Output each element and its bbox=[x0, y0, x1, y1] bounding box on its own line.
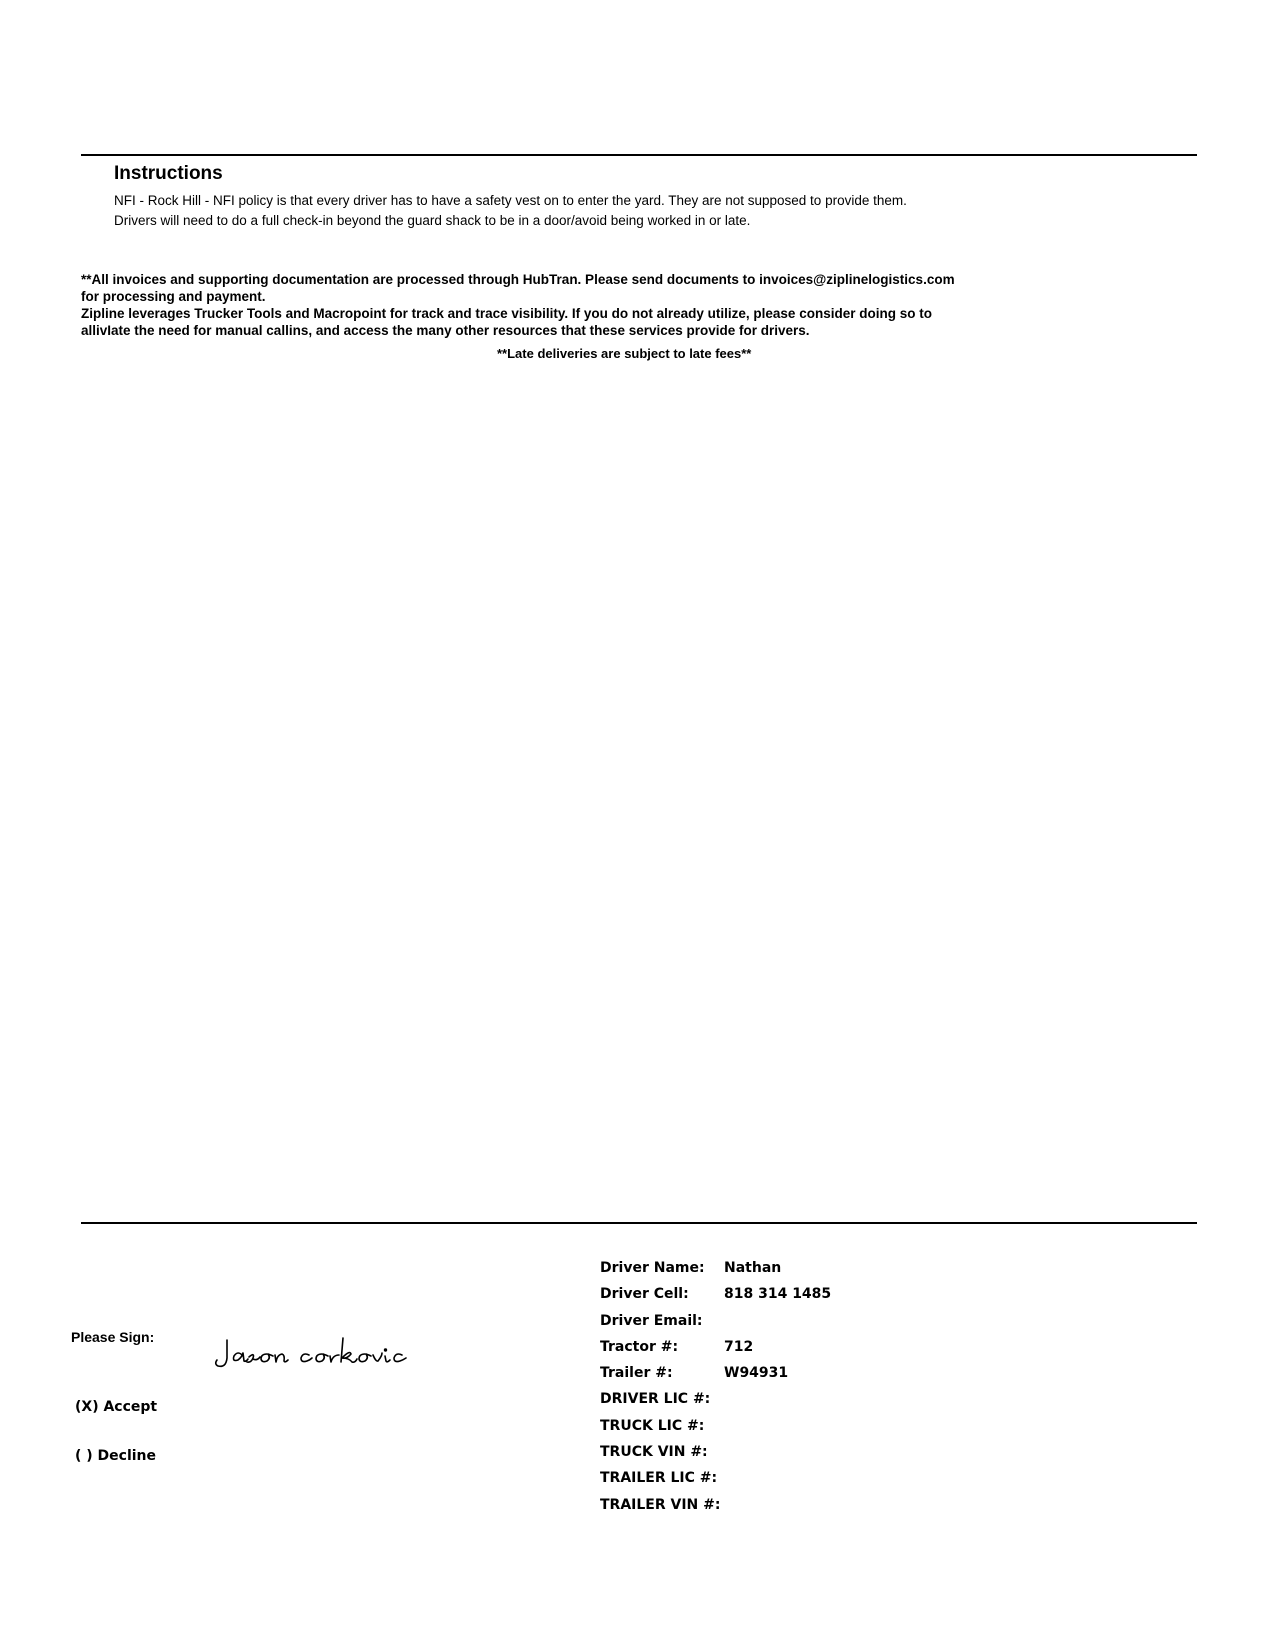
tractor-number-label: Tractor #: bbox=[600, 1338, 679, 1355]
please-sign-label: Please Sign: bbox=[71, 1329, 155, 1345]
trailer-number-value: W94931 bbox=[724, 1365, 789, 1382]
instruction-line-check-in: Drivers will need to do a full check-in beyond the guard shack to be in a door/avoid being worked in or late. bbox=[114, 213, 751, 228]
top-divider bbox=[81, 154, 1197, 156]
instruction-line-safety-vest: NFI - Rock Hill - NFI policy is that every driver has to have a safety vest on to enter the yard. They are not supposed to provide them. bbox=[114, 193, 907, 208]
truck-license-label: TRUCK LIC #: bbox=[600, 1417, 705, 1434]
accept-option[interactable]: (X) Accept bbox=[75, 1399, 158, 1415]
decline-option[interactable]: ( ) Decline bbox=[75, 1448, 157, 1464]
invoice-notice-line: **All invoices and supporting documentation are processed through HubTran. Please send documents to invoices@ziplinelogistics.com bbox=[81, 272, 955, 287]
driver-cell-label: Driver Cell: bbox=[600, 1286, 689, 1303]
trailer-number-label: Trailer #: bbox=[600, 1365, 673, 1382]
instructions-heading: Instructions bbox=[114, 163, 223, 184]
tractor-number-value: 712 bbox=[724, 1338, 754, 1355]
invoice-notice-line: for processing and payment. bbox=[81, 289, 266, 304]
trailer-license-label: TRAILER LIC #: bbox=[600, 1470, 718, 1487]
tracking-notice-line: Zipline leverages Trucker Tools and Macropoint for track and trace visibility. If you do not already utilize, please consider doing so to bbox=[81, 306, 932, 321]
late-fee-notice: **Late deliveries are subject to late fees** bbox=[497, 346, 752, 361]
driver-name-label: Driver Name: bbox=[600, 1260, 705, 1276]
driver-license-label: DRIVER LIC #: bbox=[600, 1391, 711, 1408]
truck-vin-label: TRUCK VIN #: bbox=[600, 1444, 708, 1461]
bottom-divider bbox=[81, 1222, 1197, 1224]
driver-cell-value: 818 314 1485 bbox=[724, 1286, 832, 1303]
driver-name-value: Nathan bbox=[724, 1260, 782, 1276]
svg-text:Jason corkovic: Jason corkovic bbox=[213, 1328, 220, 1329]
driver-email-label: Driver Email: bbox=[600, 1312, 703, 1329]
tracking-notice-line: allivIate the need for manual callins, and access the many other resources that these services provide for drivers. bbox=[81, 323, 810, 338]
trailer-vin-label: TRAILER VIN #: bbox=[600, 1496, 721, 1513]
handwritten-signature bbox=[213, 1328, 433, 1378]
